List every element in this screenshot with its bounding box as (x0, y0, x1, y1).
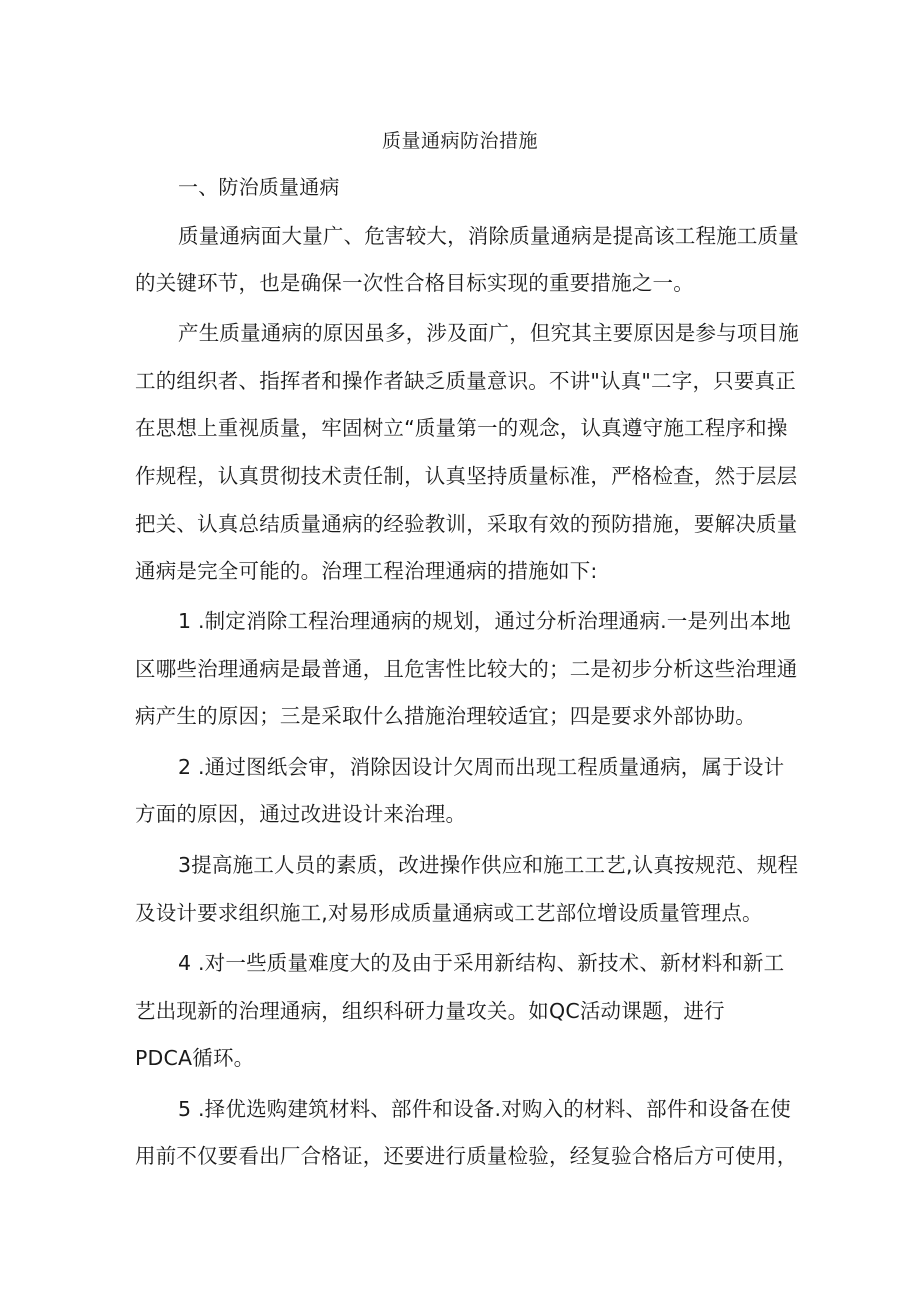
list-item-line: 1 .制定消除工程治理通病的规划，通过分析治理通病.一是列出本地 (178, 609, 791, 633)
list-item-line: 3提高施工人员的素质，改进操作供应和施工工艺,认真按规范、规程 (178, 853, 799, 877)
paragraph-line: 产生质量通病的原因虽多，涉及面广，但究其主要原因是参与项目施 (178, 321, 799, 345)
list-item-line: 及设计要求组织施工,对易形成质量通病或工艺部位增设质量管理点。 (135, 901, 763, 925)
list-item-line: 5 .择优选购建筑材料、部件和设备.对购入的材料、部件和设备在使 (178, 1097, 791, 1121)
list-item-line: 艺出现新的治理通病，组织科研力量攻关。如QC活动课题，进行 (135, 999, 725, 1023)
paragraph-line: 工的组织者、指挥者和操作者缺乏质量意识。不讲"认真"二字，只要真正 (135, 369, 796, 393)
list-item-line: 用前不仅要看出厂合格证，还要进行质量检验，经复验合格后方可使用， (135, 1144, 798, 1168)
list-item-line: 4 .对一些质量难度大的及由于采用新结构、新技术、新材料和新工 (178, 951, 785, 975)
list-item-line: 2 .通过图纸会审，消除因设计欠周而出现工程质量通病，属于设计 (178, 755, 785, 779)
section-heading: 一、防治质量通病 (178, 175, 340, 199)
paragraph-line: 通病是完全可能的。治理工程治理通病的措施如下: (135, 559, 598, 583)
document-title: 质量通病防治措施 (381, 130, 538, 152)
paragraph-line: 质量通病面大量广、危害较大，消除质量通病是提高该工程施工质量 (178, 224, 799, 248)
paragraph-line: 作规程，认真贯彻技术责任制，认真坚持质量标准，严格检查，然于层层 (135, 464, 798, 488)
list-item-line: 方面的原因，通过改进设计来治理。 (135, 802, 467, 826)
list-item-line: PDCA循环。 (135, 1046, 255, 1070)
list-item-line: 区哪些治理通病是最普通，且危害性比较大的；二是初步分析这些治理通 (135, 657, 798, 681)
paragraph-line: 在思想上重视质量，牢固树立“质量第一的观念，认真遵守施工程序和操 (135, 416, 788, 440)
paragraph-line: 的关键环节，也是确保一次性合格目标实现的重要措施之一。 (135, 271, 694, 295)
paragraph-line: 把关、认真总结质量通病的经验教训，采取有效的预防措施，要解决质量 (135, 512, 798, 536)
list-item-line: 病产生的原因；三是采取什么措施治理较适宜；四是要求外部协助。 (135, 704, 756, 728)
